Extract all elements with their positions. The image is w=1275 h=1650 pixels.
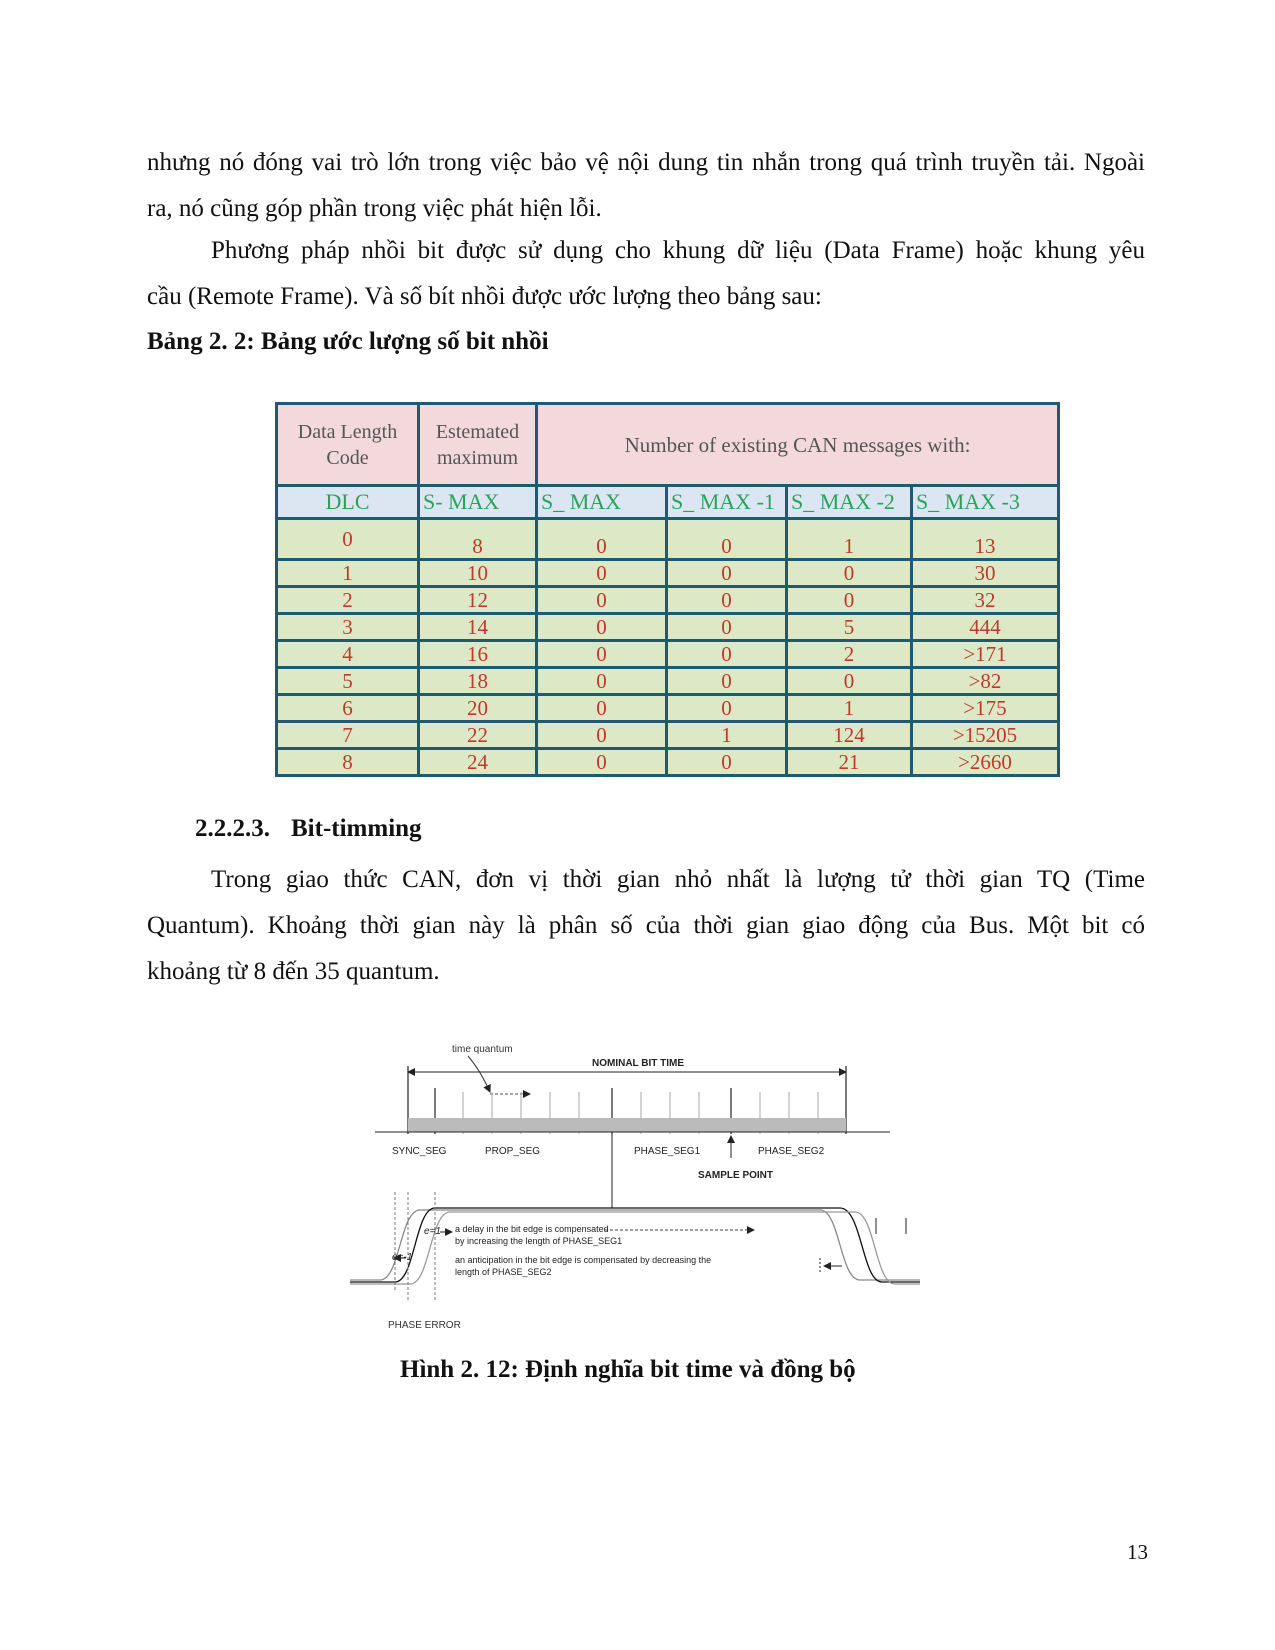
table-cell: 30 (912, 560, 1059, 587)
table-cell: 0 (667, 519, 787, 560)
table-cell: 0 (537, 519, 667, 560)
table-cell: 7 (277, 722, 419, 749)
table-cell: 8 (277, 749, 419, 776)
table-cell: 6 (277, 695, 419, 722)
table-cell: 0 (537, 587, 667, 614)
time-quantum-label: time quantum (452, 1044, 513, 1055)
paragraph-2-line-1: Phương pháp nhồi bit được sử dụng cho khung dữ liệu (Data Frame) hoặc khung yêu (211, 237, 1145, 264)
header-data-length-code: Data Length Code (277, 404, 419, 486)
phase-seg1-label: PHASE_SEG1 (634, 1146, 701, 1157)
subheader-cell: S_ MAX -3 (912, 486, 1059, 519)
table-row (277, 614, 1059, 641)
table-cell: 0 (667, 641, 787, 668)
time-quantum-pointer (468, 1056, 490, 1092)
table-cell: 1 (787, 695, 912, 722)
section-number: 2.2.2.3. (195, 815, 270, 842)
table-cell: 5 (277, 668, 419, 695)
table-caption: Bảng 2. 2: Bảng ước lượng số bit nhồi (147, 328, 549, 355)
table-cell: 32 (912, 587, 1059, 614)
table-row (277, 587, 1059, 614)
table-cell: 18 (419, 668, 537, 695)
prop-seg-label: PROP_SEG (485, 1146, 541, 1157)
e-negative-label: e=-1 (392, 1252, 413, 1263)
table-row (277, 695, 1059, 722)
paragraph-3-line-1: Trong giao thức CAN, đơn vị thời gian nhỏ nhất là lượng tử thời gian TQ (Time (211, 866, 1145, 893)
table-cell: 20 (419, 695, 537, 722)
paragraph-1-line-1: nhưng nó đóng vai trò lớn trong việc bảo vệ nội dung tin nhắn trong quá trình truyền tải. Ngoài (147, 149, 1145, 176)
table-cell: 0 (537, 722, 667, 749)
table-cell: >82 (912, 668, 1059, 695)
table-cell: 124 (787, 722, 912, 749)
table-cell: 0 (667, 587, 787, 614)
paragraph-2-line-2: cầu (Remote Frame). Và số bít nhồi được ước lượng theo bảng sau: (147, 283, 822, 310)
table-cell: 0 (667, 749, 787, 776)
section-heading (195, 815, 422, 843)
bit-time-bar (408, 1118, 846, 1132)
table-cell: 0 (787, 668, 912, 695)
table-cell: 3 (277, 614, 419, 641)
table-row (277, 722, 1059, 749)
header-number-of-messages: Number of existing CAN messages with: (537, 404, 1059, 486)
table-row (277, 641, 1059, 668)
table-cell: 0 (667, 668, 787, 695)
table-cell: 8 (419, 519, 537, 560)
table-cell: 21 (787, 749, 912, 776)
figure-caption: Hình 2. 12: Định nghĩa bit time và đồng bộ (400, 1356, 856, 1383)
table-cell: 10 (419, 560, 537, 587)
table-cell: 14 (419, 614, 537, 641)
table-cell: 0 (667, 560, 787, 587)
table-row (277, 560, 1059, 587)
table-cell: 24 (419, 749, 537, 776)
table-cell: 444 (912, 614, 1059, 641)
phase-seg2-label: PHASE_SEG2 (758, 1146, 825, 1157)
table-cell: >171 (912, 641, 1059, 668)
anticipation-note-2: length of PHASE_SEG2 (455, 1267, 552, 1277)
table-cell: 0 (667, 695, 787, 722)
section-title: Bit-timming (291, 815, 422, 842)
table-cell: >2660 (912, 749, 1059, 776)
delay-note-1: a delay in the bit edge is compensated (455, 1224, 609, 1234)
table-cell: 0 (277, 519, 419, 560)
subheader-cell: S_ MAX (537, 486, 667, 519)
table-cell: 5 (787, 614, 912, 641)
subheader-cell: S_ MAX -1 (667, 486, 787, 519)
table-cell: 0 (667, 614, 787, 641)
page-number: 13 (1127, 1540, 1148, 1564)
table-cell: 1 (787, 519, 912, 560)
bit-stuffing-table (275, 402, 1060, 777)
phase-error-label: PHASE ERROR (388, 1320, 461, 1331)
delay-note-2: by increasing the length of PHASE_SEG1 (455, 1236, 623, 1246)
paragraph-1-line-2: ra, nó cũng góp phần trong việc phát hiện lỗi. (147, 195, 602, 222)
subheader-cell: S- MAX (419, 486, 537, 519)
sync-seg-label: SYNC_SEG (392, 1146, 447, 1157)
table-cell: 1 (277, 560, 419, 587)
table-row (277, 668, 1059, 695)
table-cell: 13 (912, 519, 1059, 560)
table-cell: 0 (537, 614, 667, 641)
table-cell: 0 (537, 749, 667, 776)
table-cell: 1 (667, 722, 787, 749)
table-cell: 0 (537, 668, 667, 695)
table-cell: 22 (419, 722, 537, 749)
table-cell: 0 (537, 641, 667, 668)
subheader-cell: DLC (277, 486, 419, 519)
subheader-cell: S_ MAX -2 (787, 486, 912, 519)
table-cell: 0 (787, 560, 912, 587)
table-cell: 16 (419, 641, 537, 668)
bit-timing-diagram (350, 1030, 970, 1350)
table-header-row (277, 404, 1059, 486)
paragraph-3-line-3: khoảng từ 8 đến 35 quantum. (147, 958, 440, 985)
table-cell: 2 (787, 641, 912, 668)
table-cell: >175 (912, 695, 1059, 722)
table-cell: 0 (537, 560, 667, 587)
sample-point-label: SAMPLE POINT (698, 1170, 774, 1181)
anticipation-note-1: an anticipation in the bit edge is compensated by decreasing the (455, 1255, 712, 1265)
table-cell: 4 (277, 641, 419, 668)
e-positive-label: e=1 (424, 1226, 441, 1237)
table-cell: 0 (787, 587, 912, 614)
table-cell: >15205 (912, 722, 1059, 749)
table-cell: 0 (537, 695, 667, 722)
right-edge-markers (820, 1218, 906, 1274)
header-estemated-maximum: Estemated maximum (419, 404, 537, 486)
paragraph-3-line-2: Quantum). Khoảng thời gian này là phân số của thời gian giao động của Bus. Một bit có (147, 912, 1145, 939)
table-cell: 12 (419, 587, 537, 614)
table-row (277, 519, 1059, 560)
table-row (277, 749, 1059, 776)
table-subheader-row (277, 486, 1059, 519)
table-cell: 2 (277, 587, 419, 614)
nominal-bit-time-label: NOMINAL BIT TIME (592, 1058, 685, 1069)
